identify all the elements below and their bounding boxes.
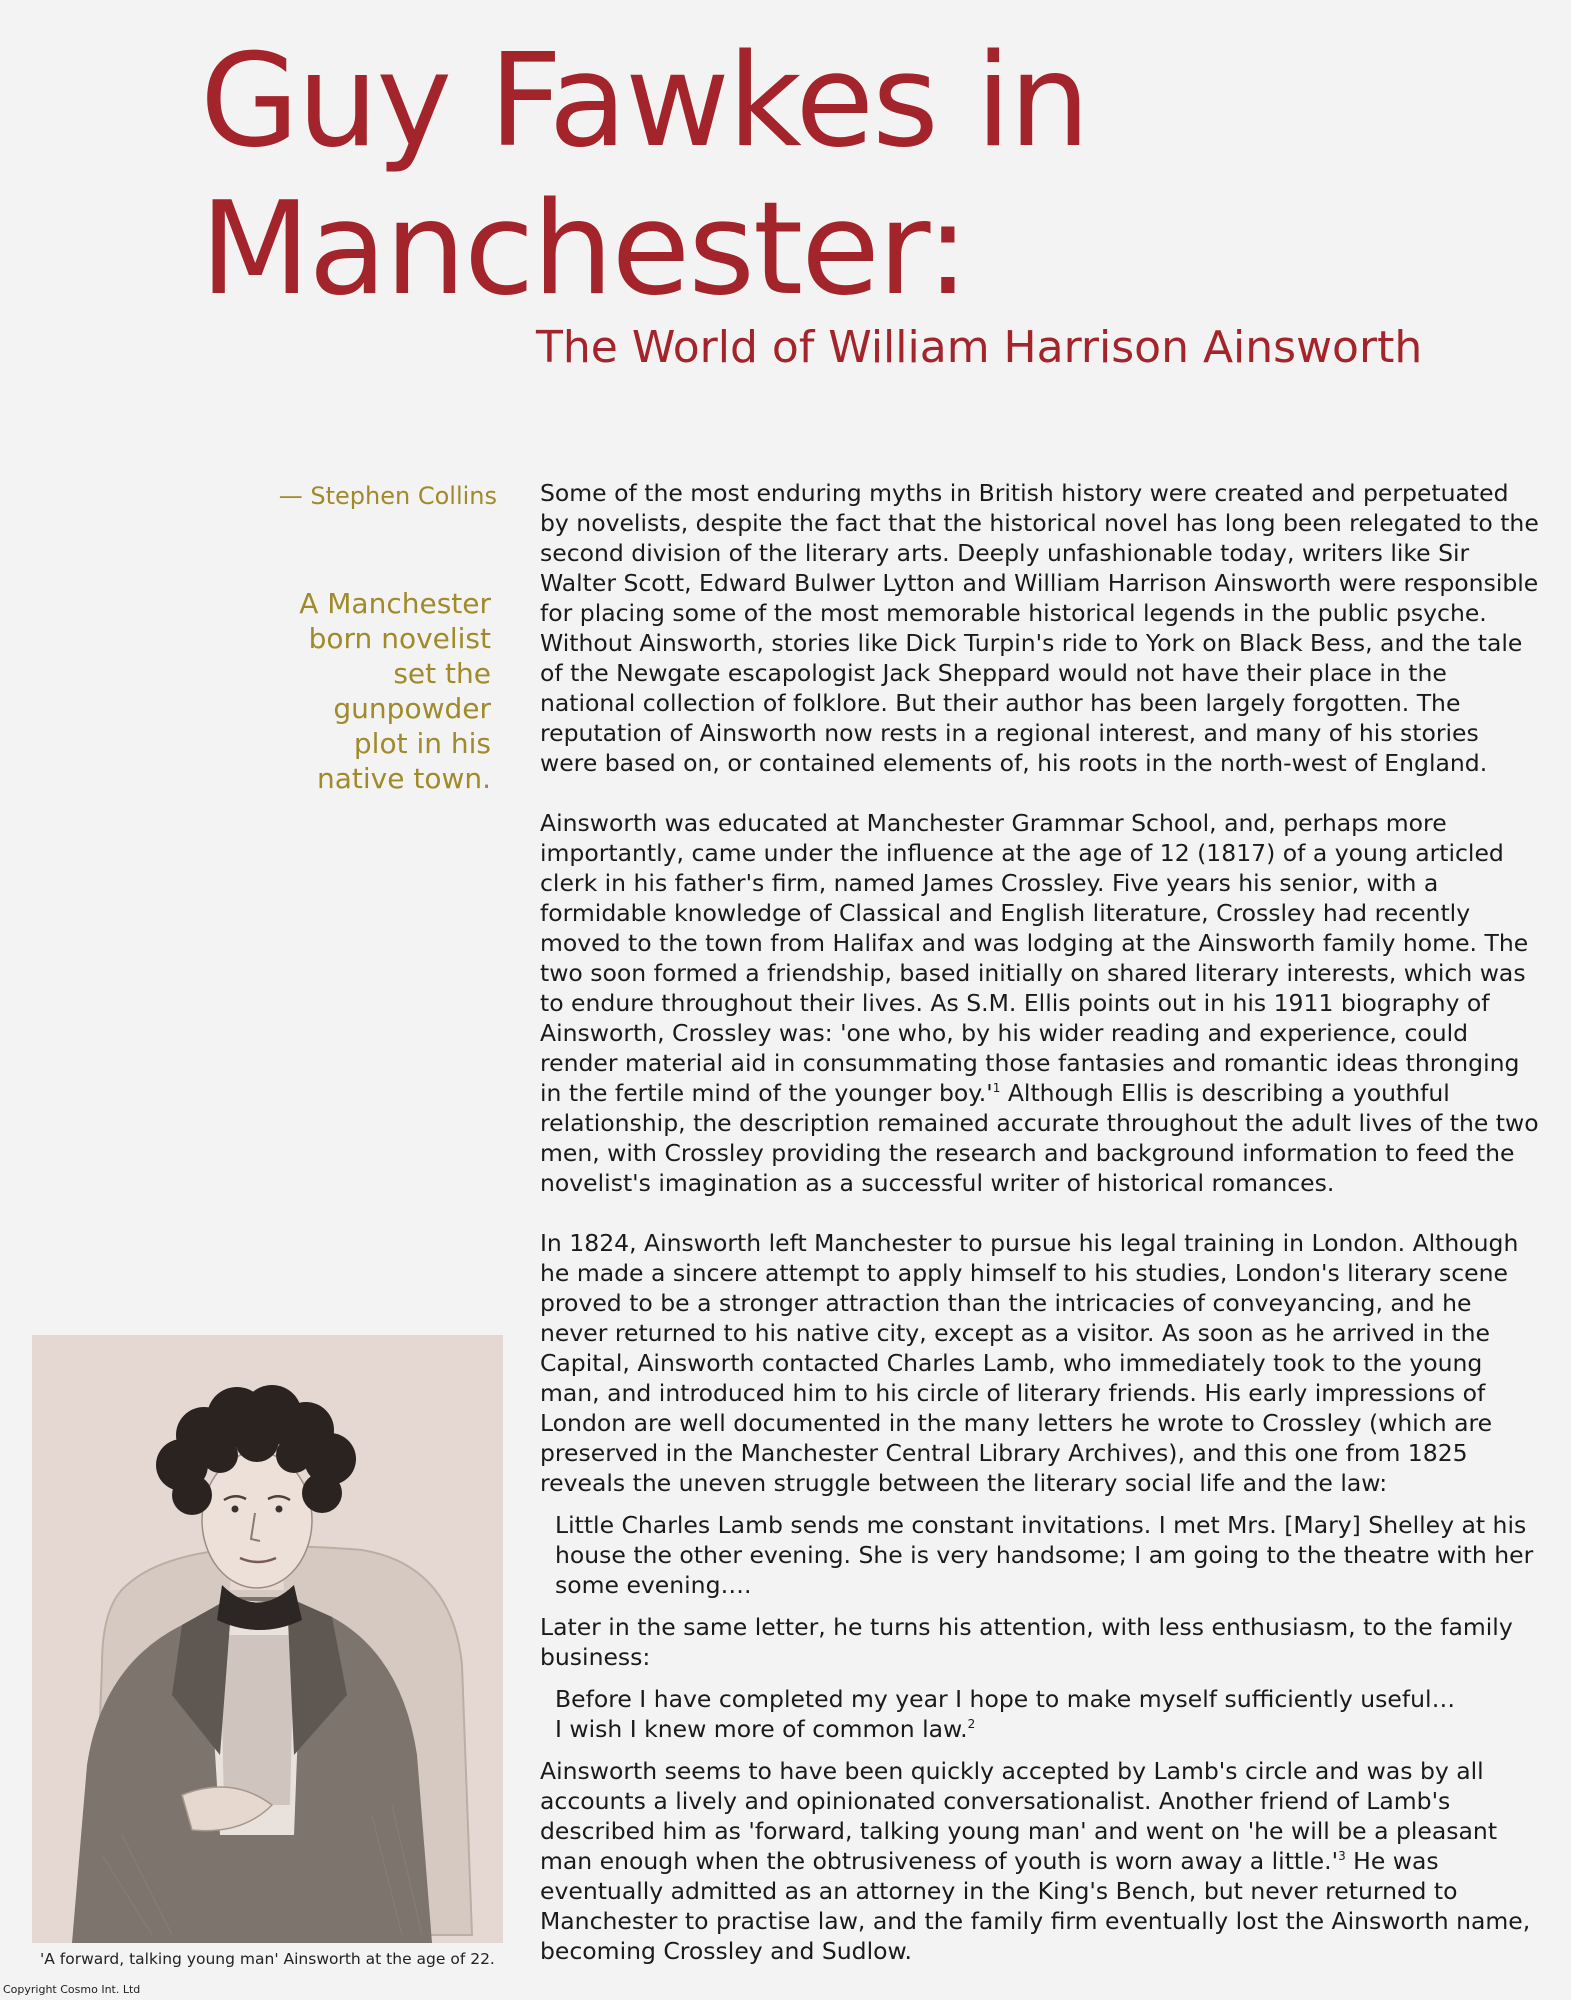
portrait-illustration <box>32 1335 503 1943</box>
title-line-1: Guy Fawkes in <box>200 27 1089 176</box>
author-byline: — Stephen Collins <box>278 482 497 510</box>
block-quote <box>555 1684 1542 1744</box>
footnote-marker: 3 <box>1338 1849 1346 1864</box>
pull-quote-line: native town. <box>316 762 491 795</box>
title-line-2: Manchester: <box>200 175 968 324</box>
body-paragraph: Later in the same letter, he turns his attention, with less enthusiasm, to the family business: <box>540 1613 1513 1671</box>
quote-line: Before I have completed my year I hope to make myself sufficiently useful… <box>555 1685 1456 1713</box>
body-text: Although Ellis is describing a youthful relationship, the description remained accurate throughout the adult lives of the two men, with Crossley providing the research and background information to feed the novelist's imagination as a successful writer of historical romances. <box>540 1079 1539 1197</box>
block-quote: Little Charles Lamb sends me constant invitations. I met Mrs. [Mary] Shelley at his house the other evening. She is very handsome; I am going to the theatre with her some evening…. <box>555 1511 1534 1599</box>
figure-caption: 'A forward, talking young man' Ainsworth at the age of 22. <box>40 1950 495 1968</box>
pull-quote-line: set the <box>393 657 491 690</box>
body-paragraph: In 1824, Ainsworth left Manchester to pursue his legal training in London. Although he made a sincere attempt to apply himself to his studies, London's literary scene proved to be a stronger attraction than the intricacies of conveyancing, and he never returned to his native city, except as a visitor. As soon as he arrived in the Capital, Ainsworth contacted Charles Lamb, who immediately took to the young man, and introduced him to his circle of literary friends. His early impressions of London are well documented in the many letters he wrote to Crossley (which are preserved in the Manchester Central Library Archives), and this one from 1825 reveals the uneven struggle between the literary social life and the law: <box>540 1229 1519 1497</box>
body-text: Ainsworth seems to have been quickly accepted by Lamb's circle and was by all accounts a lively and opinionated conversationalist. Another friend of Lamb's described him as 'forward, talking young man' and went on 'he will be a pleasant man enough when the obtrusiveness of youth is worn away a little.' <box>540 1757 1498 1875</box>
body-paragraph: Some of the most enduring myths in British history were created and perpetuated by novelists, despite the fact that the historical novel has long been relegated to the second division of the literary arts. Deeply unfashionable today, writers like Sir Walter Scott, Edward Bulwer Lytton and William Harrison Ainsworth were responsible for placing some of the most memorable historical legends in the public psyche. Without Ainsworth, stories like Dick Turpin's ride to York on Black Bess, and the tale of the Newgate escapologist Jack Sheppard would not have their place in the national collection of folklore. But their author has been largely forgotten. The reputation of Ainsworth now rests in a regional interest, and many of his stories were based on, or contained elements of, his roots in the north-west of England. <box>540 479 1539 777</box>
pull-quote-line: A Manchester <box>299 587 491 620</box>
portrait-image <box>32 1335 503 1943</box>
footnote-marker: 2 <box>967 1717 976 1732</box>
copyright-notice: Copyright Cosmo Int. Ltd <box>3 1983 141 1996</box>
pull-quote <box>250 586 491 796</box>
body-paragraph <box>540 808 1542 1198</box>
article-subtitle: The World of William Harrison Ainsworth <box>536 322 1423 373</box>
body-text: He was eventually admitted as an attorney in the King's Bench, but never returned to Manchester to practise law, and the family firm eventually lost the Ainsworth name, becoming Crossley and Sudlow. <box>540 1847 1531 1965</box>
pull-quote-line: gunpowder <box>333 692 491 725</box>
body-paragraph <box>540 1756 1542 1966</box>
article-body <box>540 478 1542 1996</box>
footnote-marker: 1 <box>992 1081 1001 1096</box>
quote-line: I wish I knew more of common law. <box>555 1715 968 1743</box>
article-title <box>200 28 1400 324</box>
body-text: Ainsworth was educated at Manchester Grammar School, and, perhaps more importantly, came under the influence at the age of 12 (1817) of a young articled clerk in his father's firm, named James Crossley. Five years his senior, with a formidable knowledge of Classical and English literature, Crossley had recently moved to the town from Halifax and was lodging at the Ainsworth family home. The two soon formed a friendship, based initially on shared literary interests, which was to endure throughout their lives. As S.M. Ellis points out in his 1911 biography of Ainsworth, Crossley was: 'one who, by his wider reading and experience, could render material aid in consummating those fantasies and romantic ideas thronging in the fertile mind of the younger boy.' <box>540 809 1529 1107</box>
pull-quote-line: plot in his <box>353 727 491 760</box>
pull-quote-line: born novelist <box>308 622 491 655</box>
